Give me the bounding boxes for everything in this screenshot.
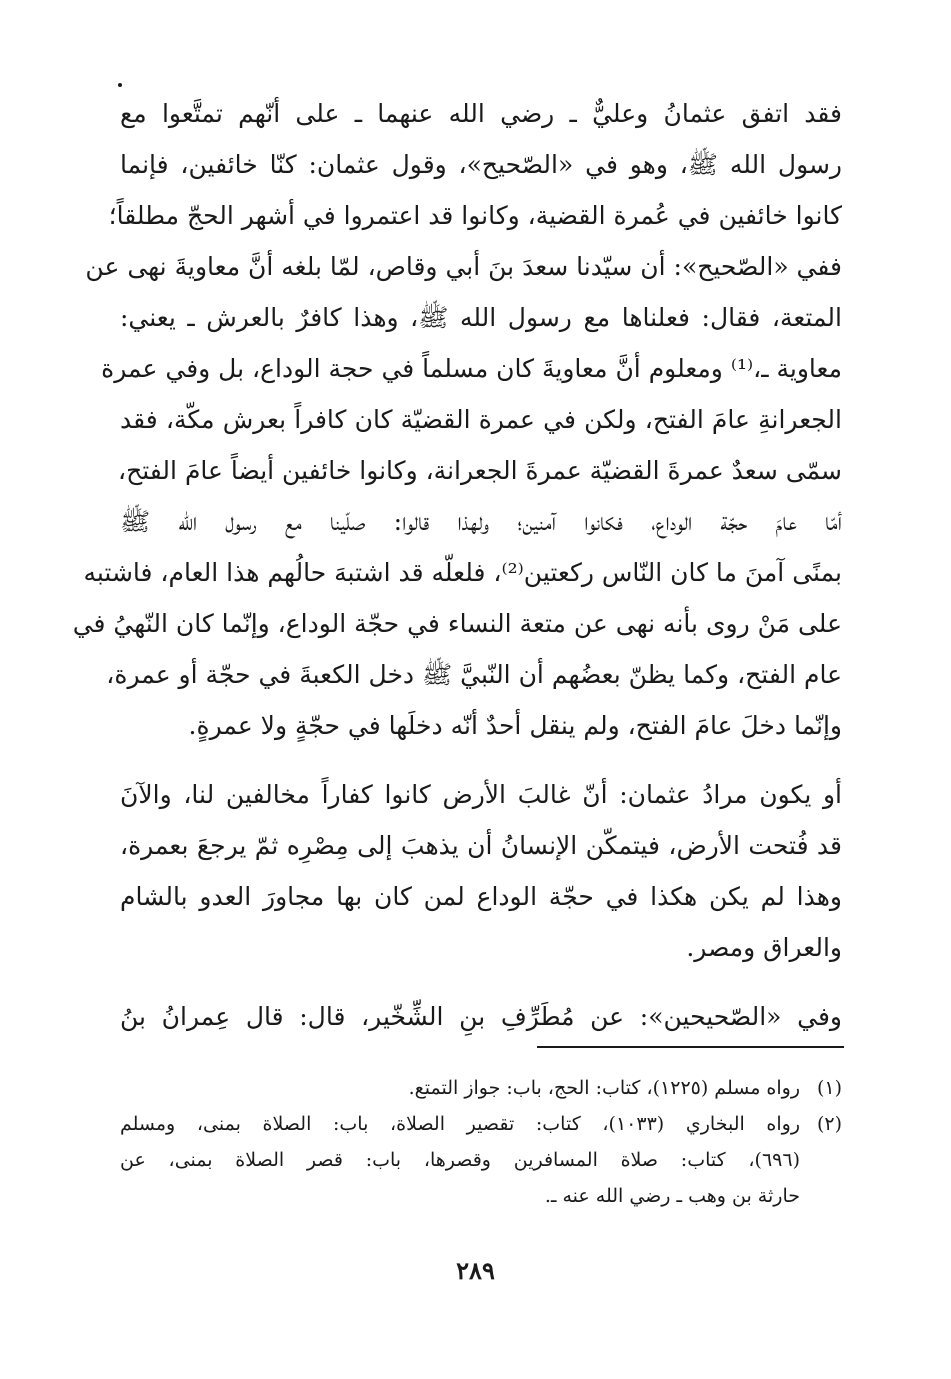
margin-mark [118, 83, 122, 87]
paragraph-1 [72, 88, 842, 751]
text-line: الجعرانةِ عامَ الفتح، ولكن في عمرة القضيّة كان كافراً بعرش مكّة، فقد [120, 405, 842, 434]
footnote-text [120, 1106, 800, 1214]
footnote-line: حارثة بن وهب ـ رضي الله عنه ـ. [544, 1185, 800, 1207]
text-line: أمّا عامَ حجّة الوداع، فكانوا آمنين؛ ولهذا قالوا: صلّينا مع رسول الله ﷺ [120, 507, 842, 536]
footnote-1 [120, 1070, 842, 1106]
footnote-2 [120, 1106, 842, 1214]
page-number: ٢٨٩ [456, 1256, 495, 1285]
text-line: معاوية ـ،⁽¹⁾ ومعلوم أنَّ معاويةَ كان مسلماً في حجة الوداع، بل وفي عمرة [101, 354, 842, 383]
footnote-line: (٦٩٦)، كتاب: صلاة المسافرين وقصرها، باب: قصر الصلاة بمنى، عن [120, 1149, 800, 1171]
paragraph-3 [120, 991, 842, 1042]
text-line: قد فُتحت الأرض، فيتمكّن الإنسانُ أن يذهبَ إلى مِصْرِه ثمّ يرجعَ بعمرة، [120, 831, 842, 860]
text-line: وفي «الصّحيحين»: عن مُطَرِّفِ بنِ الشِّخّير، قال: قال عِمرانُ بنُ [120, 1002, 842, 1031]
main-text [72, 88, 842, 1042]
footnote-text [120, 1070, 800, 1106]
text-line: والعراق ومصر. [686, 933, 842, 962]
text-line: كانوا خائفين في عُمرة القضية، وكانوا قد اعتمروا في أشهر الحجّ مطلقاً؛ [108, 201, 842, 230]
footnote-line: رواه البخاري (١٠٣٣)، كتاب: تقصير الصلاة، باب: الصلاة بمنى، ومسلم [120, 1113, 801, 1135]
text-line: رسول الله ﷺ، وهو في «الصّحيح»، وقول عثمان: كنّا خائفين، فإنما [120, 150, 842, 179]
footnote-number: (٢) [816, 1113, 842, 1135]
text-line: على مَنْ روى بأنه نهى عن متعة النساء في حجّة الوداع، وإنّما كان النّهيُ في [72, 609, 842, 638]
footnote-line: رواه مسلم (١٢٢٥)، كتاب: الحج، باب: جواز التمتع. [408, 1077, 800, 1099]
paragraph-gap [120, 973, 842, 991]
text-line: عام الفتح، وكما يظنّ بعضُهم أن النّبيَّ ﷺ دخل الكعبةَ في حجّة أو عمرة، [106, 660, 842, 689]
footnote-number: (١) [816, 1077, 842, 1099]
footnotes [120, 1070, 842, 1214]
paragraph-gap [120, 751, 842, 769]
text-line: ففي «الصّحيح»: أن سيّدنا سعدَ بنَ أبي وقاص، لمّا بلغه أنَّ معاويةَ نهى عن [85, 252, 842, 281]
text-line: وإنّما دخلَ عامَ الفتح، ولم ينقل أحدٌ أنّه دخلَها في حجّةٍ ولا عمرةٍ. [188, 711, 842, 740]
paragraph-2 [120, 769, 842, 973]
text-line: أو يكون مرادُ عثمان: أنّ غالبَ الأرض كانوا كفاراً مخالفين لنا، والآنَ [120, 780, 842, 809]
footnote-separator [537, 1046, 844, 1048]
text-line: المتعة، فقال: فعلناها مع رسول الله ﷺ، وهذا كافرٌ بالعرش ـ يعني: [120, 303, 842, 332]
text-line: بمنًى آمنَ ما كان النّاس ركعتين⁽²⁾، فلعلّه قد اشتبهَ حالُهم هذا العام، فاشتبه [83, 558, 842, 587]
text-line: وهذا لم يكن هكذا في حجّة الوداع لمن كان بها مجاورَ العدو بالشام [120, 882, 842, 911]
text-line: فقد اتفق عثمانُ وعليٌّ ـ رضي الله عنهما ـ على أنّهم تمتَّعوا مع [120, 99, 842, 128]
text-line: سمّى سعدٌ عمرةَ القضيّة عمرةَ الجعرانة، وكانوا خائفين أيضاً عامَ الفتح، [118, 456, 842, 485]
